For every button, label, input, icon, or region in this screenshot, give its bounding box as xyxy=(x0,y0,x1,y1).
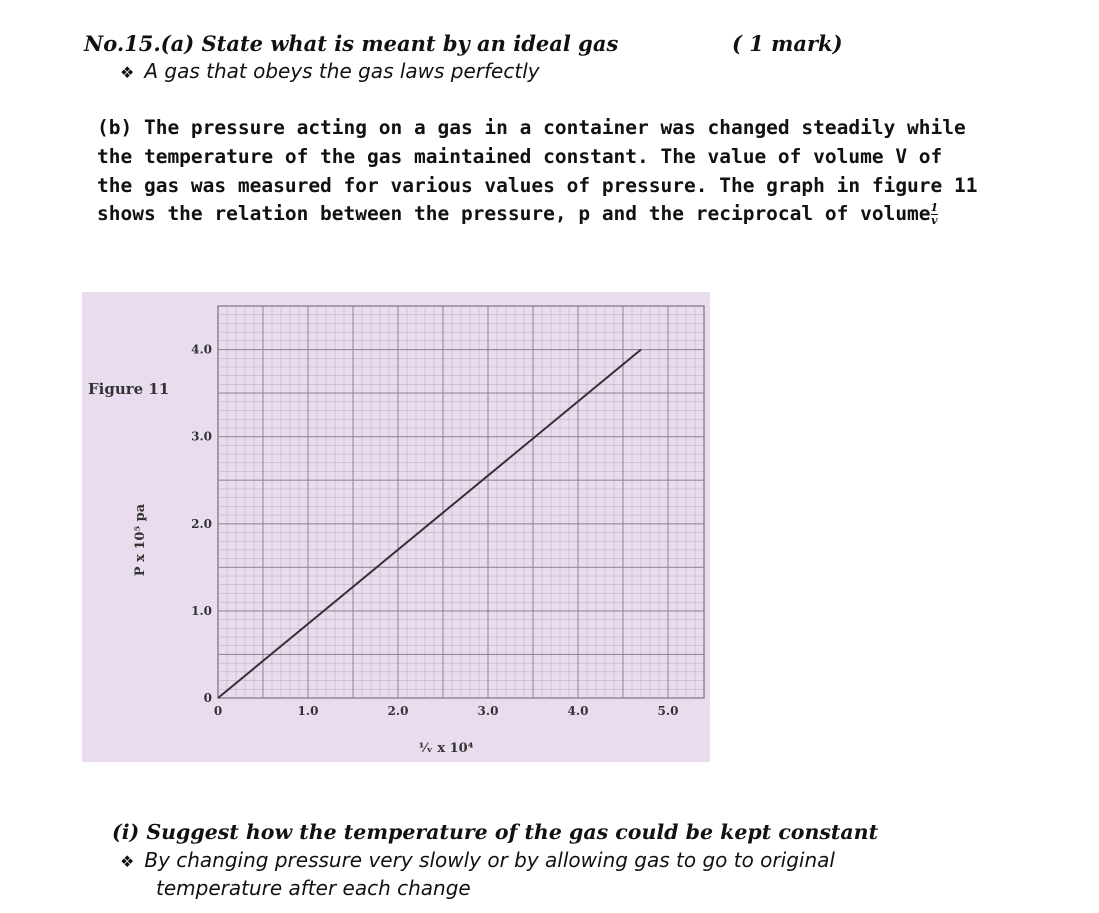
reciprocal-volume-fraction: $\frac{1}{v}$ xyxy=(930,201,939,227)
question-b-line-2: the temperature of the gas maintained constant. The value of volume V of xyxy=(97,145,943,168)
x-tick-label: 5.0 xyxy=(657,704,679,718)
bullet-diamond-icon: ❖ xyxy=(120,63,135,82)
x-tick-label: 1.0 xyxy=(297,704,319,718)
x-tick-label: 0 xyxy=(213,704,223,718)
y-tick-label: 2.0 xyxy=(191,516,212,531)
y-tick-label: 0 xyxy=(203,691,212,705)
x-axis-label: ¹⁄ᵥ x 10⁴ xyxy=(418,741,474,756)
bullet-diamond-icon: ❖ xyxy=(120,852,135,871)
question-i-answer-line-2: temperature after each change xyxy=(156,876,471,900)
figure-caption: Figure 11 xyxy=(88,380,170,398)
y-axis-label: P x 10⁵ pa xyxy=(133,503,148,577)
question-b-line-1: (b) The pressure acting on a gas in a container was changed steadily while xyxy=(97,116,966,139)
figure-11 xyxy=(82,292,710,762)
pressure-vs-reciprocal-volume-graph xyxy=(82,292,710,762)
figure-background xyxy=(82,292,710,762)
question-i-prompt: (i) Suggest how the temperature of the gas could be kept constant xyxy=(112,820,879,844)
question-b-line-3: the gas was measured for various values of pressure. The graph in figure 11 xyxy=(97,174,978,197)
x-tick-label: 2.0 xyxy=(387,704,409,718)
y-tick-label: 3.0 xyxy=(191,429,212,444)
x-tick-label: 3.0 xyxy=(477,704,499,718)
y-tick-label: 1.0 xyxy=(191,603,212,618)
x-tick-label: 4.0 xyxy=(567,704,589,718)
question-a-prompt: No.15.(a) State what is meant by an ideal gas xyxy=(84,31,619,56)
question-a-marks: ( 1 mark) xyxy=(732,31,843,56)
y-tick-label: 4.0 xyxy=(191,342,212,357)
question-i-answer-line-1: ❖ By changing pressure very slowly or by allowing gas to go to original xyxy=(120,848,835,872)
question-a-answer: ❖ A gas that obeys the gas laws perfectly xyxy=(120,59,540,83)
question-b-line-4: shows the relation between the pressure, p and the reciprocal of volume $\frac{1}{v}$ xyxy=(97,201,939,227)
